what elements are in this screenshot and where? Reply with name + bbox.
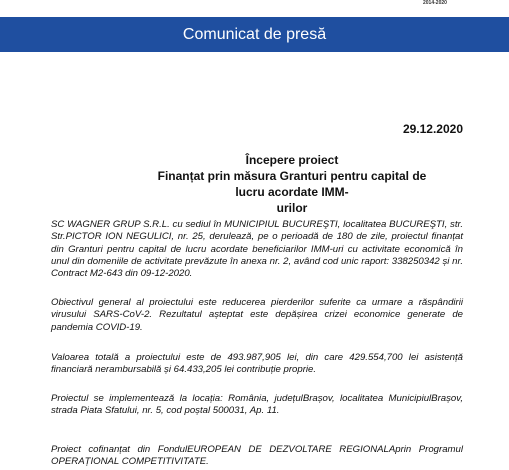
header-banner [0, 17, 509, 52]
heading-line-2: Finanțat prin măsura Granturi pentru capital de lucru acordate IMM- [157, 169, 427, 199]
paragraph-beneficiary: SC WAGNER GRUP S.R.L. cu sediul în MUNICIPIUL BUCUREŞTI, localitatea BUCUREŞTI, str. Str.PICTOR ION NEGULICI, nr. 25, derulează, pe o perioadă de 180 de zile, proiectul finanțat din Granturi pentru capital de lucru acordate beneficiarilor IMM-uri cu activitate economică în unul din domeniile de activitate prevăzute în anexa nr. 2, având cod unic raport: 338250342 și nr. Contract M2-643 din 09-12-2020. [51, 219, 463, 280]
program-period-mark: 2014-2020 [423, 0, 447, 6]
paragraph-location: Proiectul se implementează la locația: România, județulBrașov, localitatea MunicipiulBrașov, strada Piata Sfatului, nr. 5, cod poștal 500031, Ap. 11. [51, 393, 463, 417]
document-date: 29.12.2020 [402, 122, 463, 136]
paragraph-objective: Obiectivul general al proiectului este reducerea pierderilor suferite ca urmare a răspândirii virusului SARS-CoV-2. Rezultatul așteptat este depășirea crizei economice generate de pandemia COVID-19. [51, 297, 463, 333]
banner-title: Comunicat de presă [182, 26, 327, 43]
paragraph-value: Valoarea totală a proiectului este de 493.987,905 lei, din care 429.554,700 lei asistență financiară nerambursabilă și 64.433,205 lei contribuție proprie. [51, 352, 463, 376]
document-heading [152, 152, 432, 216]
paragraph-cofinancing: Proiect cofinanțat din FondulEUROPEAN DE DEZVOLTARE REGIONALAprin Programul OPERAȚIONAL COMPETITIVITATE. [51, 444, 463, 468]
heading-line-1: Începere proiect [245, 153, 339, 167]
heading-line-3: urilor [276, 201, 308, 215]
